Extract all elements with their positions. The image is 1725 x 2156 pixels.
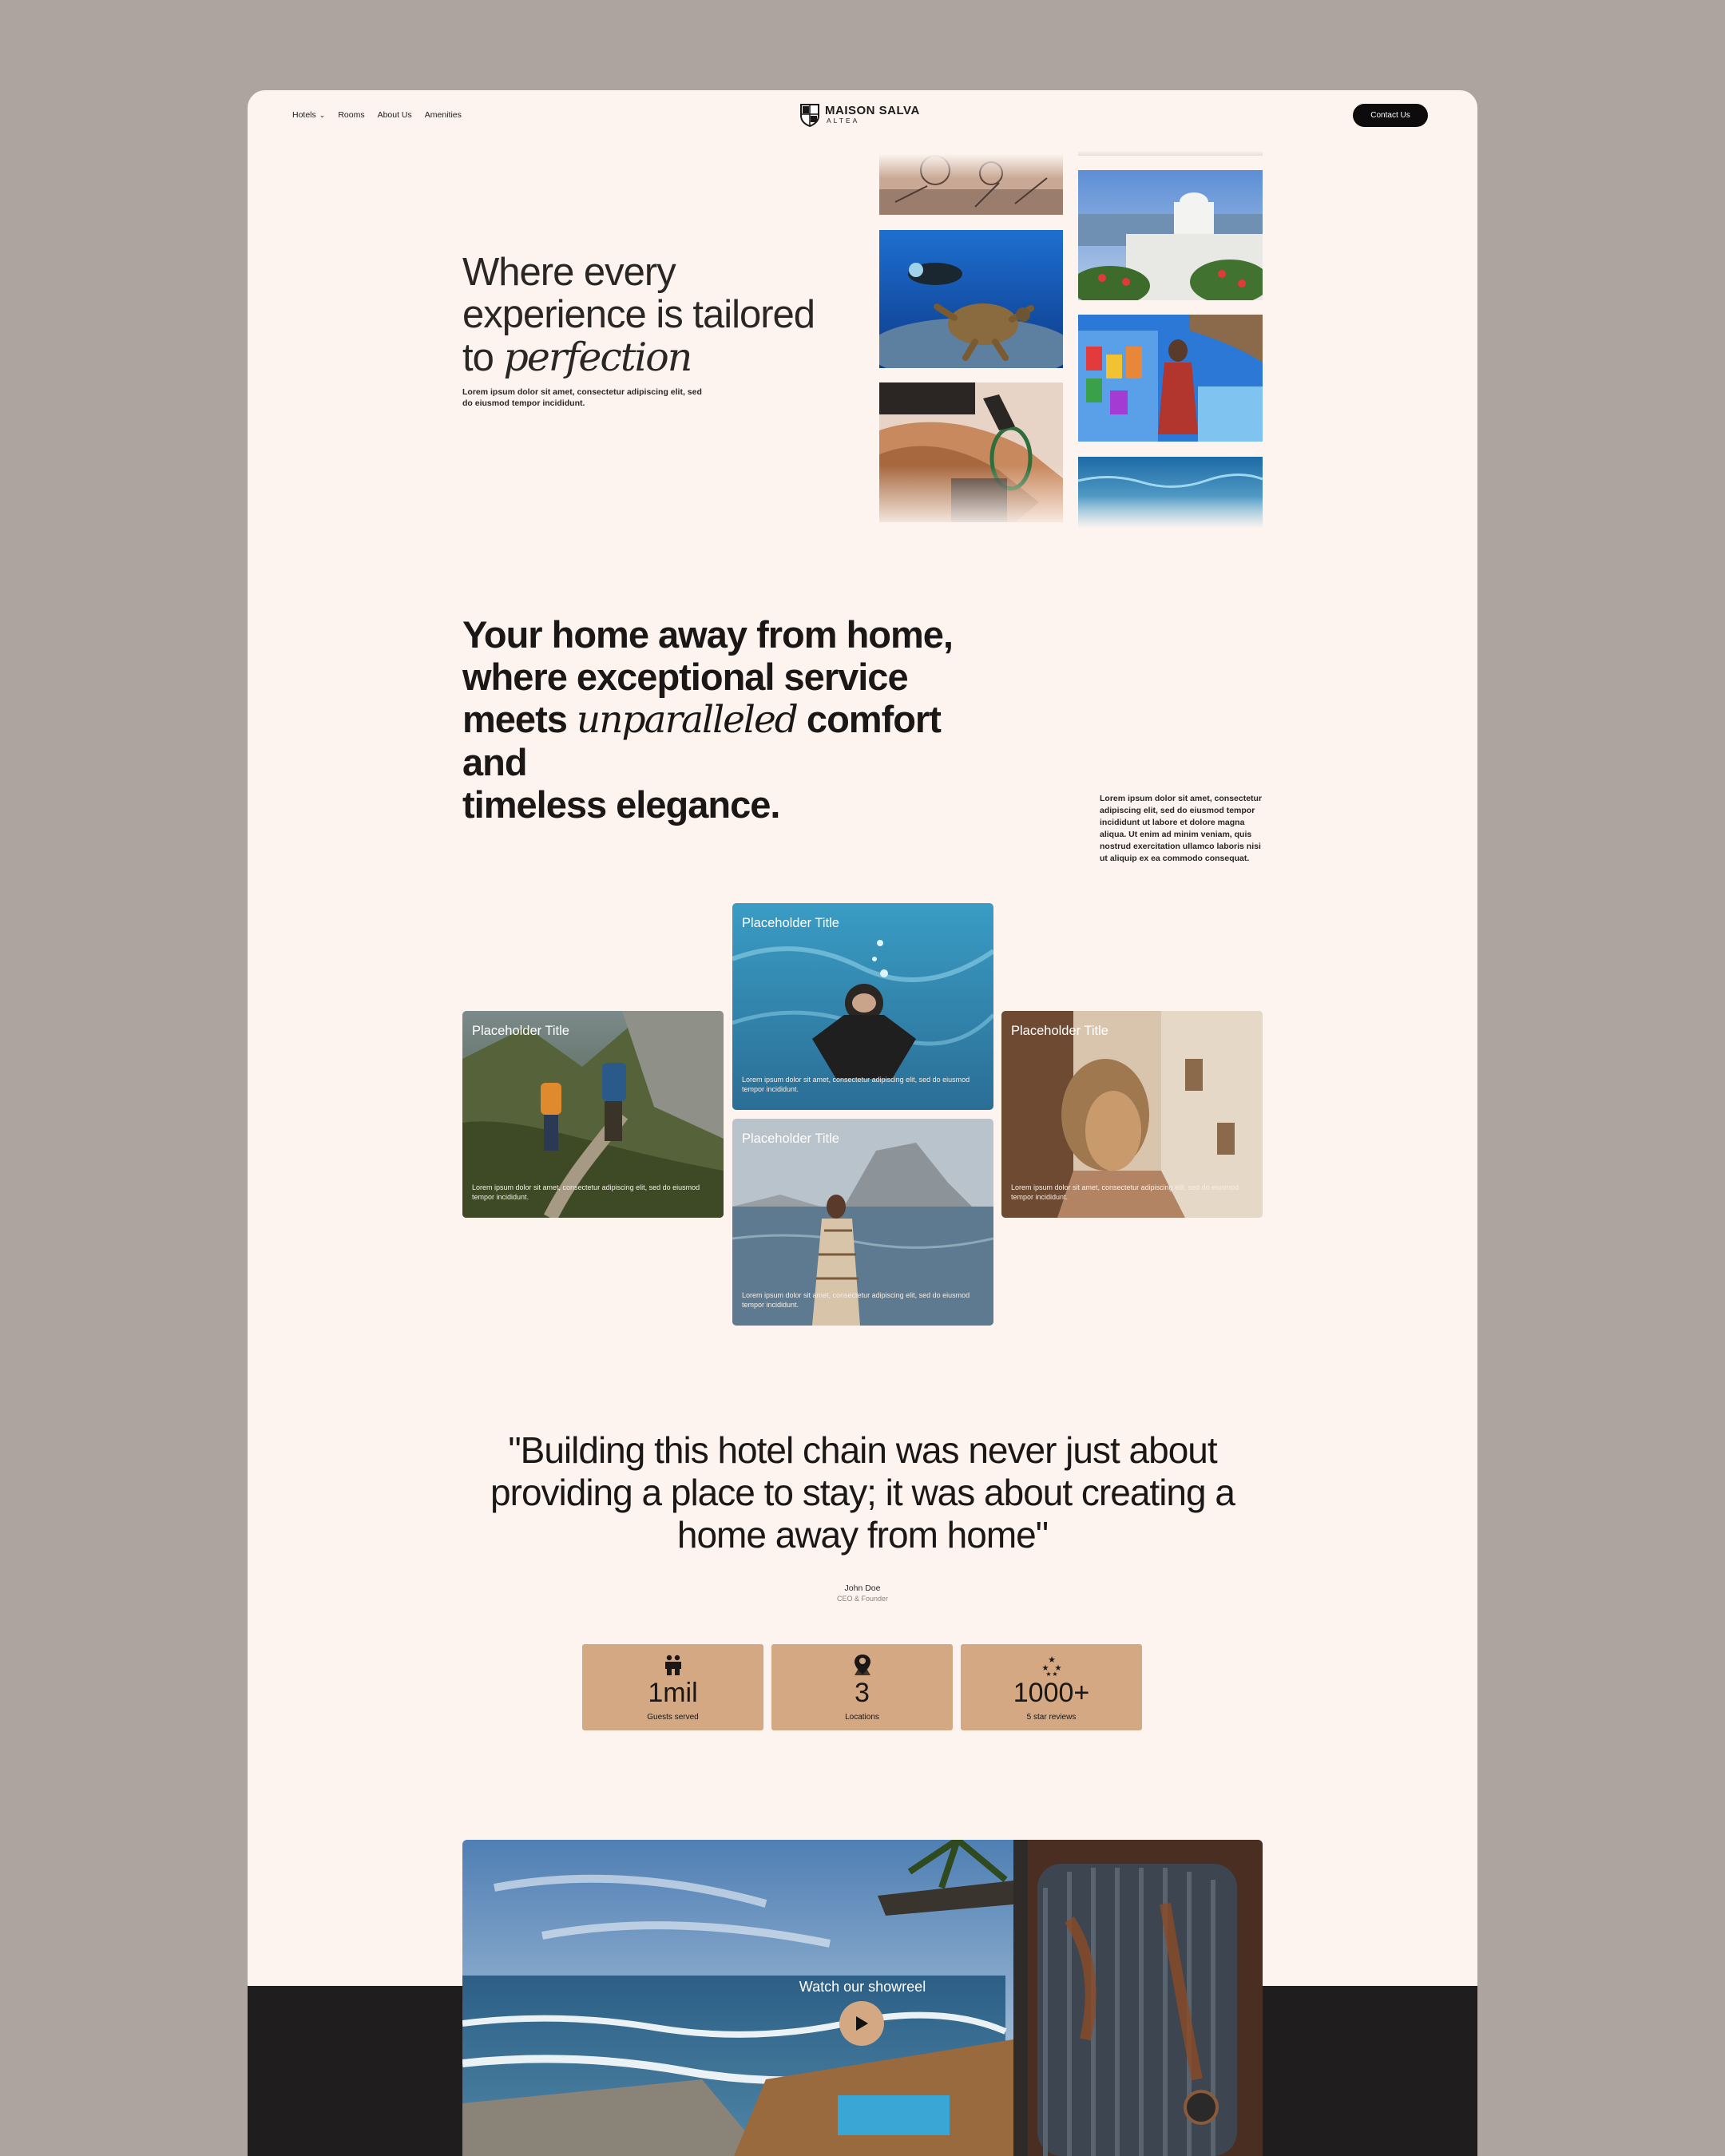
brand-name: MAISON SALVA <box>825 104 920 117</box>
contact-us-button[interactable]: Contact Us <box>1353 104 1428 127</box>
chevron-down-icon: ⌄ <box>319 110 326 119</box>
card-title: Placeholder Title <box>472 1024 569 1038</box>
santorini-photo <box>1078 170 1263 300</box>
diver-turtle-photo <box>879 230 1063 368</box>
card-title: Placeholder Title <box>1011 1024 1108 1038</box>
experience-card-coast[interactable] <box>732 1119 993 1326</box>
nav-about[interactable]: About Us <box>377 110 412 120</box>
intro-title-line-1: Your home away from home, <box>462 613 953 656</box>
stat-locations <box>771 1644 953 1730</box>
svg-text:★: ★ <box>1045 1671 1052 1676</box>
nav-rooms[interactable]: Rooms <box>338 110 365 120</box>
hero-title-line-1: Where every <box>462 251 676 294</box>
card-text: Lorem ipsum dolor sit amet, consectetur adipiscing elit, sed do eiusmod tempor incididunt. <box>1011 1183 1239 1201</box>
main-nav <box>292 110 462 120</box>
intro-body: Lorem ipsum dolor sit amet, consectetur adipiscing elit, sed do eiusmod tempor incididunt ut labore et dolore magna aliqua. Ut enim ad minim veniam, quis nostrud exercitation ullamco laboris nisi ut aliquip ex ea commodo consequat. <box>1100 794 1263 863</box>
pool-water-photo <box>1078 457 1263 529</box>
quote-author-role: CEO & Founder <box>836 1595 889 1603</box>
stat-label: Locations <box>845 1713 879 1722</box>
cafe-photo <box>879 154 1063 215</box>
experience-card-street[interactable] <box>1001 1011 1263 1218</box>
nav-hotels[interactable] <box>292 110 325 120</box>
nav-amenities[interactable]: Amenities <box>424 110 462 120</box>
showreel-video[interactable] <box>462 1840 1263 2156</box>
stat-value: 3 <box>855 1678 870 1708</box>
brand-location: ALTEA <box>827 117 860 125</box>
play-icon <box>854 2015 870 2032</box>
svg-text:★: ★ <box>1048 1655 1056 1665</box>
nav-hotels-label: Hotels <box>292 110 316 120</box>
beach-villa-photo <box>462 1840 1263 2156</box>
intro-title-line-3: meets <box>462 698 577 740</box>
stat-reviews <box>961 1644 1142 1730</box>
card-text: Lorem ipsum dolor sit amet, consectetur adipiscing elit, sed do eiusmod tempor incididunt. <box>472 1183 700 1201</box>
intro-title-line-4: timeless elegance. <box>462 783 780 826</box>
quote-author: John Doe <box>844 1583 881 1593</box>
card-title: Placeholder Title <box>742 1132 839 1146</box>
page <box>248 90 1477 2156</box>
card-title: Placeholder Title <box>742 916 839 930</box>
hero-title-line-3: to <box>462 336 504 379</box>
logo[interactable] <box>799 103 920 127</box>
intro-title <box>462 613 989 826</box>
founder-quote <box>462 1429 1263 1556</box>
intro-title-emphasis: unparalleled <box>576 698 797 742</box>
svg-text:★: ★ <box>1041 1664 1049 1673</box>
location-icon <box>851 1654 874 1676</box>
intro-title-line-2: where exceptional service <box>462 656 908 698</box>
experience-card-hiking[interactable] <box>462 1011 724 1218</box>
stars-icon <box>1041 1654 1063 1676</box>
quote-line-1: "Building this hotel chain was never just about <box>508 1429 1217 1471</box>
stat-value: 1mil <box>648 1678 698 1708</box>
top-photo-edge <box>1078 151 1263 156</box>
showreel-label: Watch our showreel <box>799 1979 926 1995</box>
hero-subtitle: Lorem ipsum dolor sit amet, consectetur adipiscing elit, sed do eiusmod tempor incididunt. <box>462 387 702 408</box>
svg-text:★: ★ <box>1054 1664 1062 1673</box>
stat-label: Guests served <box>647 1713 699 1722</box>
hero-title-emphasis: perfection <box>503 335 692 380</box>
svg-text:★: ★ <box>1052 1671 1058 1676</box>
play-button[interactable] <box>839 2001 884 2046</box>
shield-icon <box>799 103 820 127</box>
card-text: Lorem ipsum dolor sit amet, consectetur adipiscing elit, sed do eiusmod tempor incididunt. <box>742 1291 970 1309</box>
hero-title <box>462 252 815 379</box>
hero-title-line-2: experience is tailored <box>462 293 815 336</box>
stat-value: 1000+ <box>1013 1678 1090 1708</box>
colorful-street-photo <box>1078 315 1263 442</box>
guests-icon <box>662 1654 684 1676</box>
stat-guests <box>582 1644 763 1730</box>
tennis-photo-fade <box>879 466 1063 529</box>
quote-line-2: providing a place to stay; it was about creating a <box>490 1472 1235 1513</box>
quote-line-3: home away from home" <box>676 1514 1049 1556</box>
stat-label: 5 star reviews <box>1026 1713 1077 1722</box>
experience-card-diving[interactable] <box>732 903 993 1110</box>
intro-title-line-3-end: comfort and <box>462 698 941 783</box>
card-text: Lorem ipsum dolor sit amet, consectetur adipiscing elit, sed do eiusmod tempor incididunt. <box>742 1076 970 1093</box>
